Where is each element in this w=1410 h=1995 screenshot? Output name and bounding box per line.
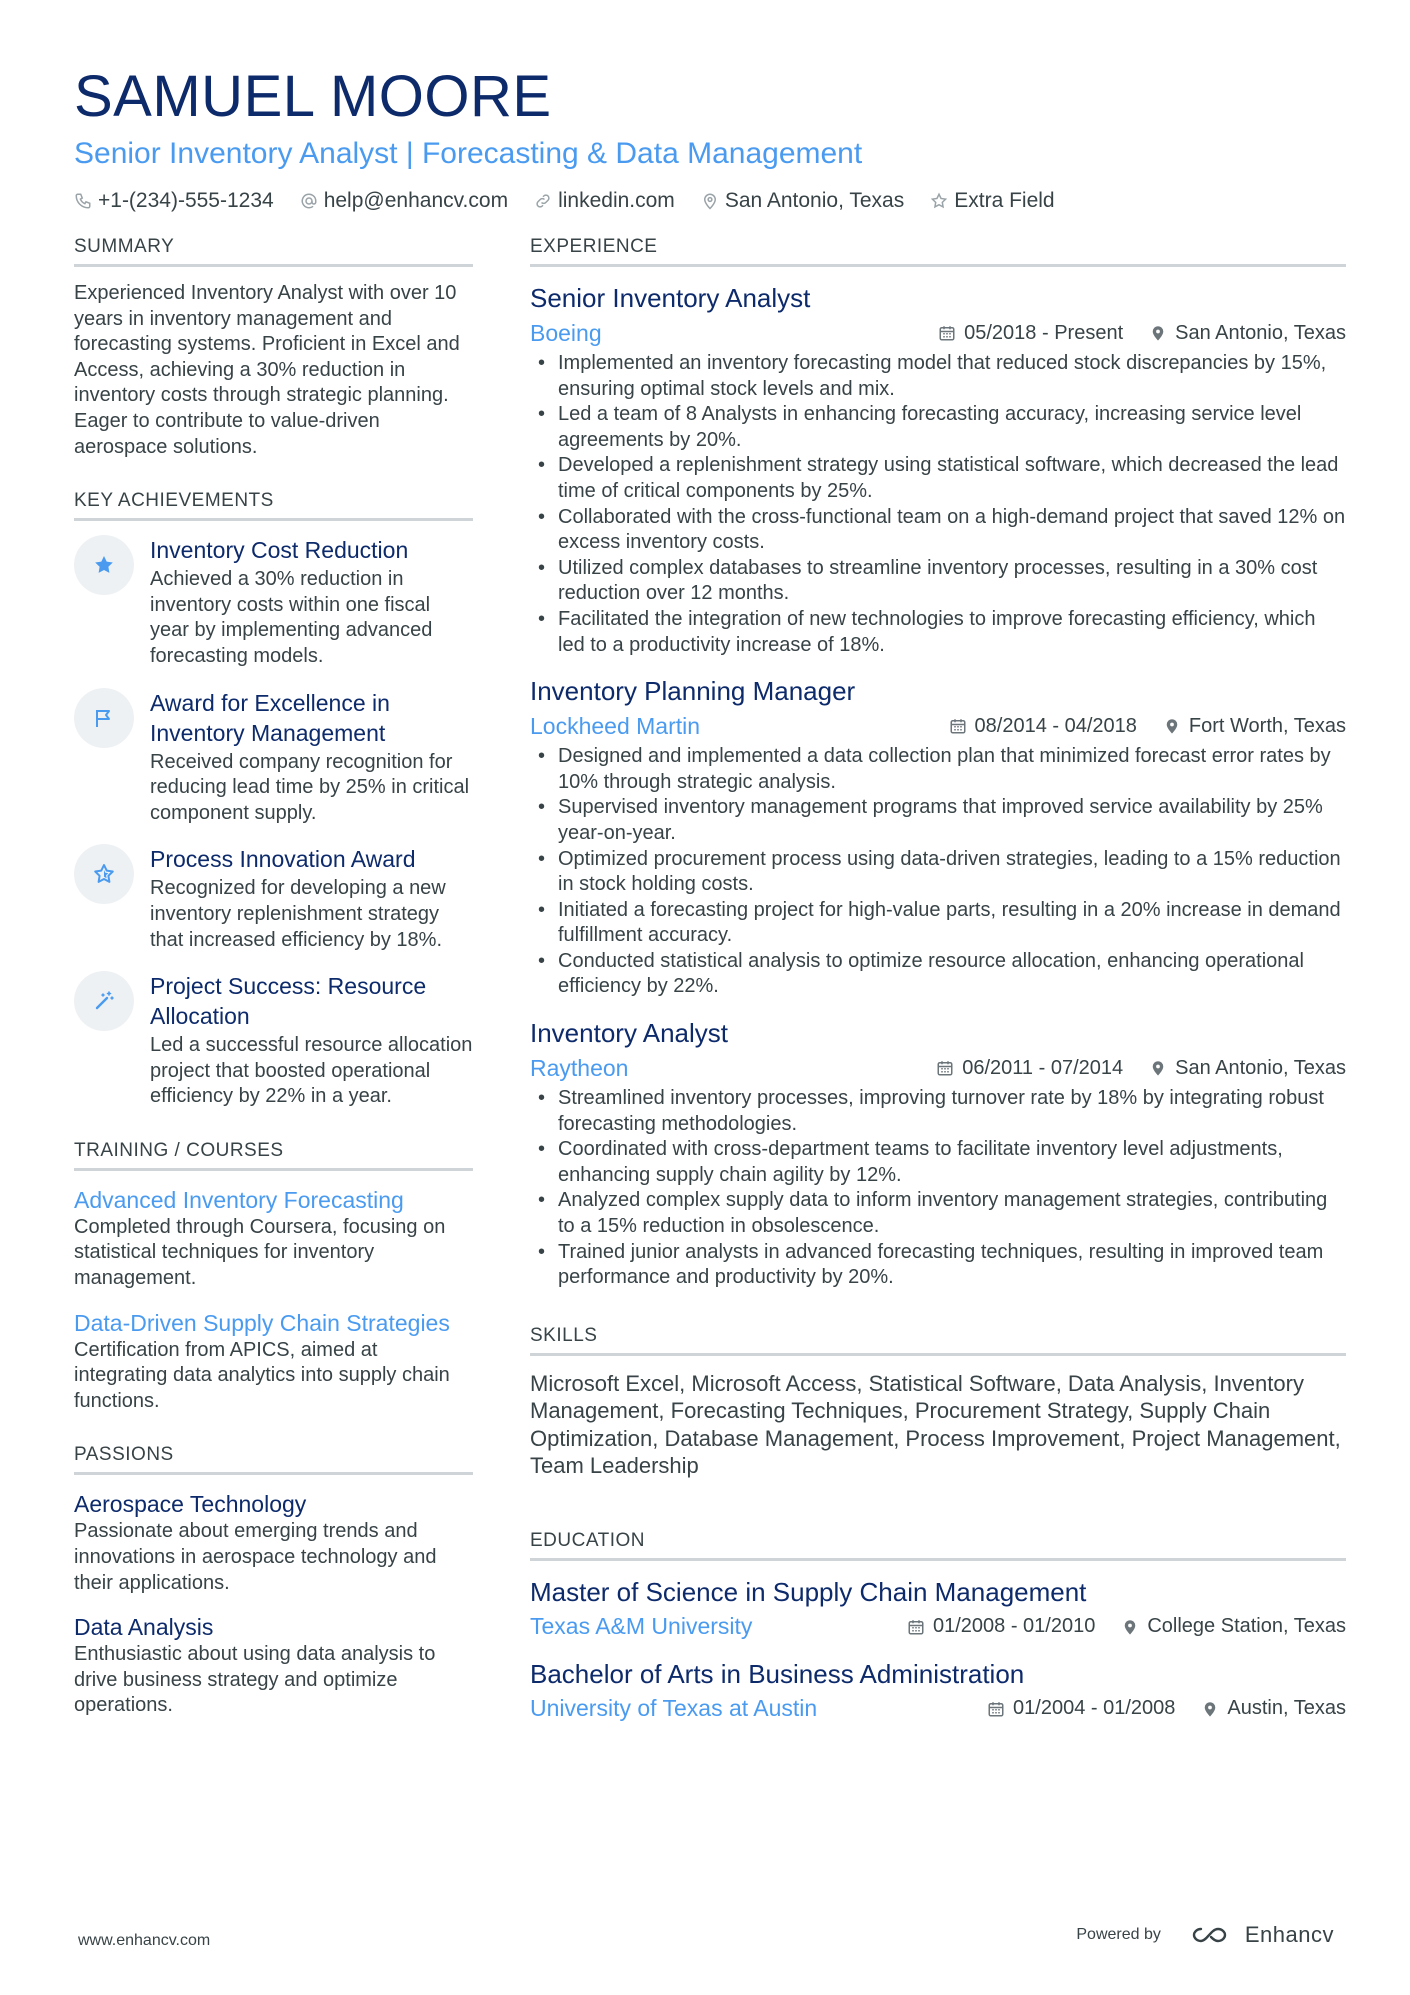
location-pin-icon [1149,324,1167,342]
achievement-title: Award for Excellence in Inventory Management [150,689,390,746]
achievement-desc: Received company recognition for reducing lead time by 25% in critical component supply. [150,750,470,824]
job-bullets [530,351,1346,658]
education-entry [530,1575,1346,1643]
extra-text: Extra Field [954,189,1055,212]
company-name: Lockheed Martin [530,712,701,739]
job-location: San Antonio, Texas [1175,1056,1346,1079]
achievement-title: Project Success: Resource Allocation [150,973,427,1030]
linkedin-text: linkedin.com [558,189,675,212]
at-icon [300,192,318,210]
location-pin-icon [701,192,719,210]
education-location: Austin, Texas [1227,1697,1346,1720]
candidate-name: SAMUEL MOORE [74,64,552,129]
school-name: University of Texas at Austin [530,1695,818,1722]
summary-text: Experienced Inventory Analyst with over 10 years in inventory management and forecasting systems. Proficient in Excel and Access, achieving a 30% reduction in inventory costs through strategic planning. Eager to contribute to value-driven aerospace solutions. [74,282,460,458]
phone-text: +1-(234)-555-1234 [98,189,274,212]
contact-extra [930,189,1054,213]
school-name: Texas A&M University [530,1613,753,1640]
magic-wand-icon [92,989,116,1013]
contact-linkedin[interactable] [534,189,675,213]
star-outline-icon [92,862,116,886]
company-name: Boeing [530,319,602,346]
candidate-title: Senior Inventory Analyst | Forecasting & Data Management [74,137,863,170]
left-column [74,236,473,1749]
job-location: San Antonio, Texas [1175,321,1346,344]
contact-location [701,189,904,213]
job-entry [530,281,1346,658]
footer-branding [1076,1922,1334,1948]
bullet-item: • Supervised inventory management programs that improved service availability by 25% year-on-year. [530,795,1346,846]
achievement-item [74,688,473,827]
course-title: Advanced Inventory Forecasting [74,1186,404,1213]
phone-icon [74,192,92,210]
brand-name: Enhancv [1244,1922,1334,1947]
calendar-icon [949,717,967,735]
achievement-desc: Led a successful resource allocation project that boosted operational efficiency by 22% in a year. [150,1034,473,1108]
degree-title: Master of Science in Supply Chain Management [530,1576,1087,1607]
location-pin-icon [1163,717,1181,735]
degree-title: Bachelor of Arts in Business Administration [530,1658,1025,1689]
infinity-logo-icon [1189,1923,1235,1947]
job-title: Inventory Planning Manager [530,676,856,707]
right-column [530,236,1346,1755]
resume-header [74,62,1344,216]
bullet-item: • Collaborated with the cross-functional team on a high-demand project that saved 12% on excess inventory costs. [530,505,1346,556]
job-title: Inventory Analyst [530,1018,728,1049]
experience-heading: EXPERIENCE [530,236,1346,267]
job-title: Senior Inventory Analyst [530,283,811,313]
bullet-item: • Conducted statistical analysis to optimize resource allocation, enhancing operational efficiency by 22%. [530,949,1346,1000]
skills-heading: SKILLS [530,1325,1346,1356]
passion-title: Data Analysis [74,1614,214,1641]
summary-section [74,236,473,460]
footer-website[interactable]: www.enhancv.com [78,1932,211,1949]
education-section [530,1530,1346,1725]
location-pin-icon [1149,1059,1167,1077]
bullet-item: • Trained junior analysts in advanced forecasting techniques, resulting in improved team performance and productivity by 20%. [530,1240,1346,1291]
passions-section [74,1444,473,1719]
achievements-section [74,490,473,1110]
achievements-heading: KEY ACHIEVEMENTS [74,490,473,521]
star-outline-icon [930,192,948,210]
bullet-item: • Implemented an inventory forecasting model that reduced stock discrepancies by 15%, ensuring optimal stock levels and mix. [530,351,1346,402]
achievement-desc: Recognized for developing a new inventory replenishment strategy that increased efficiency by 18%. [150,877,446,951]
powered-by-text: Powered by [1076,1926,1161,1943]
flag-icon [92,706,116,730]
course-item [74,1308,473,1415]
achievement-item [74,535,473,669]
calendar-icon [907,1618,925,1636]
brand-logo[interactable] [1189,1922,1334,1948]
bullet-item: • Developed a replenishment strategy using statistical software, which decreased the lead time of critical components by 25%. [530,453,1346,504]
bullet-item: • Facilitated the integration of new technologies to improve forecasting efficiency, which led to a productivity increase of 18%. [530,607,1346,658]
job-entry [530,674,1346,1000]
bullet-item: • Designed and implemented a data collection plan that minimized forecast error rates by 10% through strategic analysis. [530,744,1346,795]
achievement-title: Process Innovation Award [150,846,416,873]
calendar-icon [987,1700,1005,1718]
job-bullets [530,744,1346,1000]
passion-title: Aerospace Technology [74,1491,307,1518]
education-dates: 01/2004 - 01/2008 [1013,1697,1176,1720]
location-pin-icon [1121,1618,1139,1636]
calendar-icon [936,1059,954,1077]
bullet-item: • Streamlined inventory processes, improving turnover rate by 18% by integrating robust forecasting methodologies. [530,1086,1346,1137]
achievement-desc: Achieved a 30% reduction in inventory costs within one fiscal year by implementing advanced forecasting models. [150,568,433,667]
passions-heading: PASSIONS [74,1444,473,1475]
job-entry [530,1016,1346,1291]
location-pin-icon [1201,1700,1219,1718]
contact-phone[interactable] [74,189,274,213]
skills-section [530,1325,1346,1480]
training-heading: TRAINING / COURSES [74,1140,473,1171]
star-icon [92,553,116,577]
achievement-item [74,971,473,1110]
skills-list: Microsoft Excel, Microsoft Access, Statistical Software, Data Analysis, Inventory Management, Forecasting Techniques, Procurement Strategy, Supply Chain Optimization, Database Management, Process Improvement, Project Management, Team Leadership [530,1370,1341,1479]
job-dates: 05/2018 - Present [964,321,1124,344]
job-location: Fort Worth, Texas [1188,714,1346,737]
contact-email[interactable] [300,189,508,213]
achievement-item [74,844,473,953]
bullet-item: • Coordinated with cross-department teams to facilitate inventory level adjustments, enhancing supply chain agility by 12%. [530,1137,1346,1188]
achievement-title: Inventory Cost Reduction [150,537,409,564]
company-name: Raytheon [530,1054,629,1081]
bullet-item: • Utilized complex databases to streamline inventory processes, resulting in a 30% cost reduction over 12 months. [530,556,1346,607]
bullet-item: • Optimized procurement process using data-driven strategies, leading to a 15% reduction in stock holding costs. [530,847,1346,898]
course-title: Data-Driven Supply Chain Strategies [74,1309,450,1336]
course-desc: Certification from APICS, aimed at integrating data analytics into supply chain functions. [74,1338,450,1412]
bullet-item: • Led a team of 8 Analysts in enhancing forecasting accuracy, increasing service level agreements by 20%. [530,402,1346,453]
contact-bar [74,186,1344,216]
email-text: help@enhancv.com [323,189,509,212]
location-text: San Antonio, Texas [724,189,905,212]
job-bullets [530,1086,1346,1291]
education-location: College Station, Texas [1147,1615,1346,1638]
training-section [74,1140,473,1415]
summary-heading: SUMMARY [74,236,473,267]
course-item [74,1185,473,1292]
education-heading: EDUCATION [530,1530,1346,1561]
passion-desc: Enthusiastic about using data analysis to drive business strategy and optimize operations. [74,1643,436,1717]
bullet-item: • Analyzed complex supply data to inform inventory management strategies, contributing to a 15% reduction in obsolescence. [530,1188,1346,1239]
link-icon [534,192,552,210]
calendar-icon [938,324,956,342]
experience-section [530,236,1346,1291]
job-dates: 06/2011 - 07/2014 [962,1056,1124,1079]
passion-item [74,1489,473,1596]
education-dates: 01/2008 - 01/2010 [932,1615,1096,1638]
passion-desc: Passionate about emerging trends and innovations in aerospace technology and their applications. [74,1520,437,1594]
course-desc: Completed through Coursera, focusing on statistical techniques for inventory management. [74,1215,446,1290]
bullet-item: • Initiated a forecasting project for high-value parts, resulting in a 20% increase in demand fulfillment accuracy. [530,898,1346,949]
job-dates: 08/2014 - 04/2018 [974,714,1137,737]
passion-item [74,1612,473,1719]
education-entry [530,1657,1346,1725]
